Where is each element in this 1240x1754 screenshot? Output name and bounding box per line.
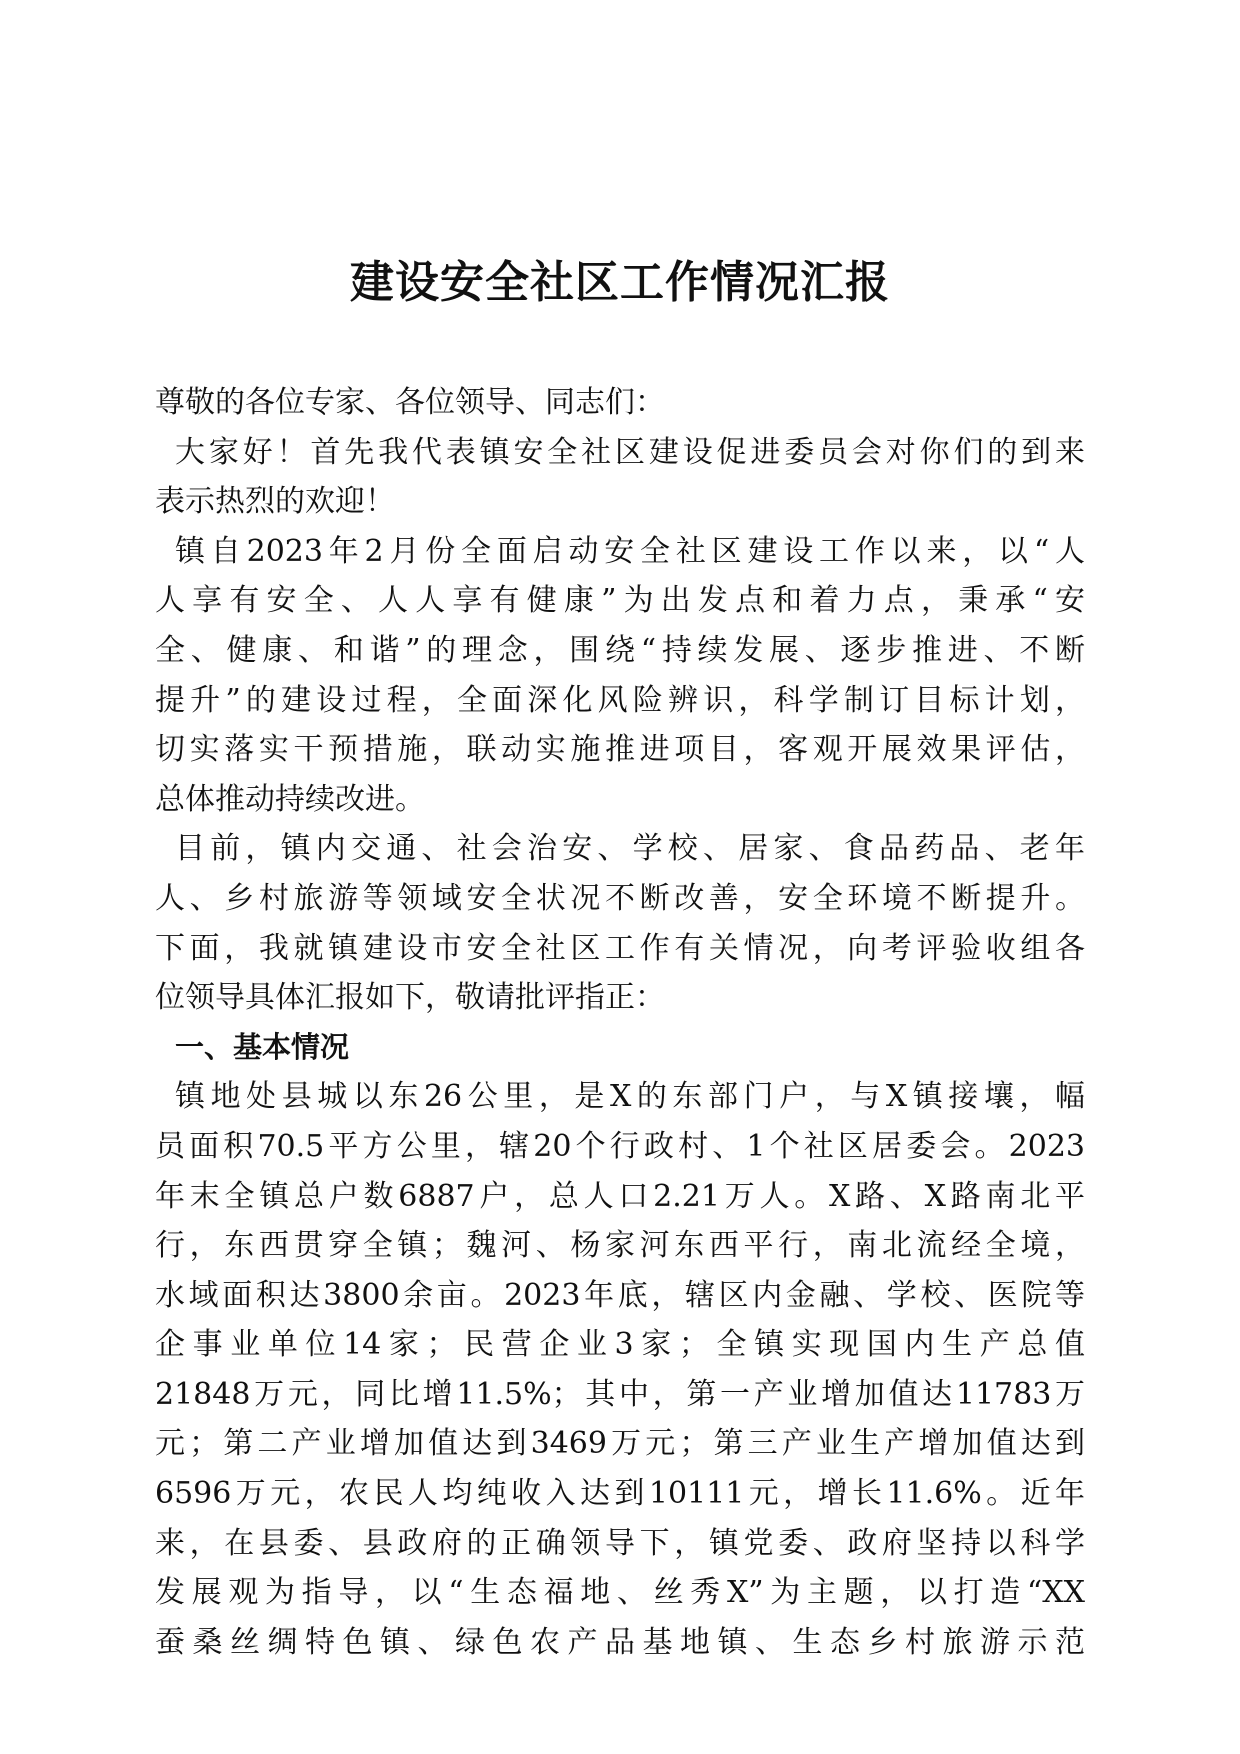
paragraph-basic-info	[155, 1072, 1085, 1667]
paragraph-line: 全、健康、和谐”的理念，围绕“持续发展、逐步推进、不断	[155, 632, 1085, 668]
paragraph-line: 行，东西贯穿全镇；魏河、杨家河东西平行，南北流经全境，	[155, 1228, 1085, 1264]
paragraph-line: 年末全镇总户数6887户，总人口2.21万人。X路、X路南北平	[155, 1178, 1085, 1214]
paragraph-line: 镇地处县城以东26公里，是X的东部门户，与X镇接壤，幅	[175, 1079, 1085, 1115]
paragraph-line: 蚕桑丝绸特色镇、绿色农产品基地镇、生态乡村旅游示范	[155, 1624, 1085, 1660]
paragraph-line: 来，在县委、县政府的正确领导下，镇党委、政府坚持以科学	[155, 1525, 1085, 1561]
paragraph-line: 提升”的建设过程，全面深化风险辨识，科学制订目标计划，	[155, 682, 1085, 718]
paragraph-line: 元；第二产业增加值达到3469万元；第三产业生产增加值达到	[155, 1426, 1085, 1462]
paragraph-current-status	[155, 824, 1085, 1022]
paragraph-line: 切实落实干预措施，联动实施推进项目，客观开展效果评估，	[155, 732, 1085, 768]
paragraph-line: 目前，镇内交通、社会治安、学校、居家、食品药品、老年	[175, 831, 1085, 867]
page-title: 建设安全社区工作情况汇报	[350, 257, 890, 308]
salutation: 尊敬的各位专家、各位领导、同志们：	[155, 385, 665, 420]
paragraph-overview	[155, 527, 1085, 825]
section-heading: 一、基本情况	[175, 1029, 350, 1064]
paragraph-line: 企事业单位14家；民营企业3家；全镇实现国内生产总值	[155, 1327, 1085, 1363]
paragraph-line: 下面，我就镇建设市安全社区工作有关情况，向考评验收组各	[155, 930, 1085, 966]
paragraph-welcome	[155, 428, 1085, 527]
paragraph-line: 员面积70.5平方公里，辖20个行政村、1个社区居委会。2023	[155, 1128, 1085, 1164]
paragraph-line: 水域面积达3800余亩。2023年底，辖区内金融、学校、医院等	[155, 1277, 1085, 1313]
paragraph-line: 总体推动持续改进。	[155, 781, 425, 817]
paragraph-line: 6596万元，农民人均纯收入达到10111元，增长11.6%。近年	[155, 1476, 1085, 1512]
paragraph-line: 21848万元，同比增11.5%；其中，第一产业增加值达11783万	[155, 1376, 1085, 1412]
document-body	[155, 378, 1085, 1667]
paragraph-line: 大家好！首先我代表镇安全社区建设促进委员会对你们的到来	[175, 434, 1085, 470]
paragraph-line: 发展观为指导，以“生态福地、丝秀X”为主题，以打造“XX	[155, 1575, 1085, 1611]
paragraph-line: 位领导具体汇报如下，敬请批评指正：	[155, 980, 665, 1016]
paragraph-line: 人、乡村旅游等领域安全状况不断改善，安全环境不断提升。	[155, 880, 1085, 916]
paragraph-line: 镇自2023年2月份全面启动安全社区建设工作以来，以“人	[175, 533, 1085, 569]
paragraph-line: 表示热烈的欢迎！	[155, 484, 395, 520]
paragraph-line: 人享有安全、人人享有健康”为出发点和着力点，秉承“安	[155, 583, 1085, 619]
